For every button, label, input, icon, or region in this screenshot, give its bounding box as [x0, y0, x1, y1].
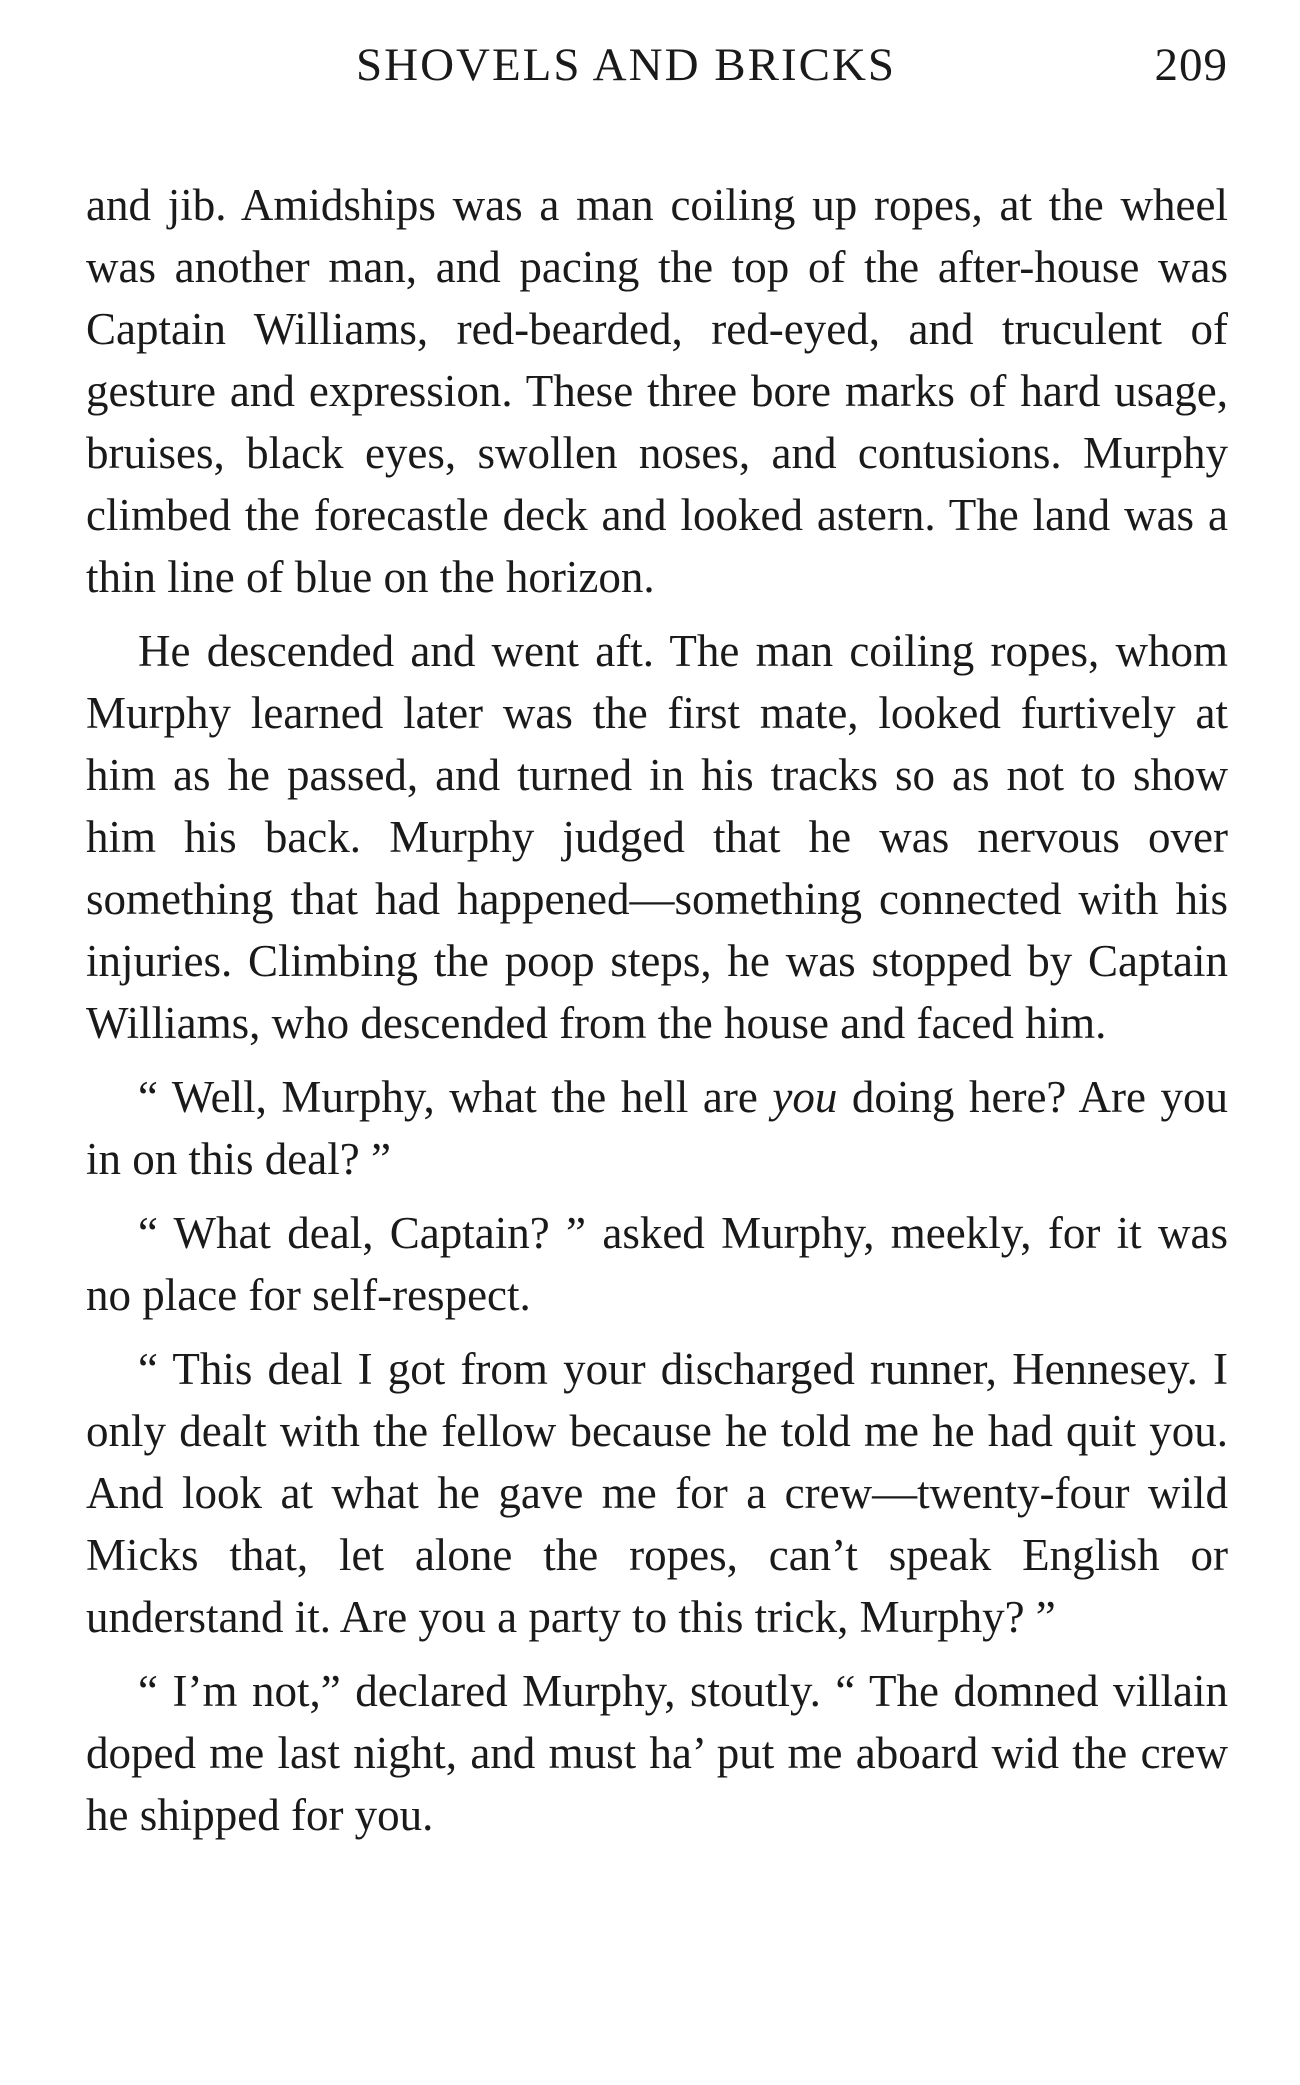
- chapter-title: SHOVELS AND BRICKS: [356, 39, 897, 91]
- dialogue-paragraph: “ This deal I got from your discharged runner, Hennesey. I only dealt with the fellow because he told me he had quit you. And look at what he gave me for a crew—twenty-four wild Micks that, let alone the ropes, can’t speak English or understand it. Are you a party to this trick, Murphy? ”: [86, 1344, 1228, 1642]
- running-head: [86, 38, 1228, 108]
- paragraph-continued: and jib. Amidships was a man coiling up ropes, at the wheel was another man, and pacing the top of the after-house was Captain Williams, red-bearded, red-eyed, and truculent of gesture and expression. These three bore marks of hard usage, bruises, black eyes, swollen noses, and contusions. Murphy climbed the forecastle deck and looked astern. The land was a thin line of blue on the horizon.: [86, 180, 1228, 602]
- dialogue-text: “ Well, Murphy, what the hell are: [138, 1072, 773, 1122]
- body-text: [86, 174, 1228, 1846]
- page-number: 209: [1154, 39, 1228, 91]
- book-page: [86, 38, 1228, 1846]
- dialogue-paragraph: “ I’m not,” declared Murphy, stoutly. “ The domned villain doped me last night, and must ha’ put me aboard wid the crew he shipped for you.: [86, 1666, 1228, 1840]
- dialogue-text: doing here? Are you in on this deal? ”: [86, 1072, 1228, 1184]
- dialogue-paragraph: [86, 1066, 1228, 1190]
- dialogue-paragraph: “ What deal, Captain? ” asked Murphy, meekly, for it was no place for self-respect.: [86, 1208, 1228, 1320]
- paragraph: He descended and went aft. The man coiling ropes, whom Murphy learned later was the first mate, looked furtively at him as he passed, and turned in his tracks so as not to show him his back. Murphy judged that he was nervous over something that had happened—something connected with his injuries. Climbing the poop steps, he was stopped by Captain Williams, who descended from the house and faced him.: [86, 626, 1228, 1048]
- emphasized-word: you: [772, 1072, 838, 1122]
